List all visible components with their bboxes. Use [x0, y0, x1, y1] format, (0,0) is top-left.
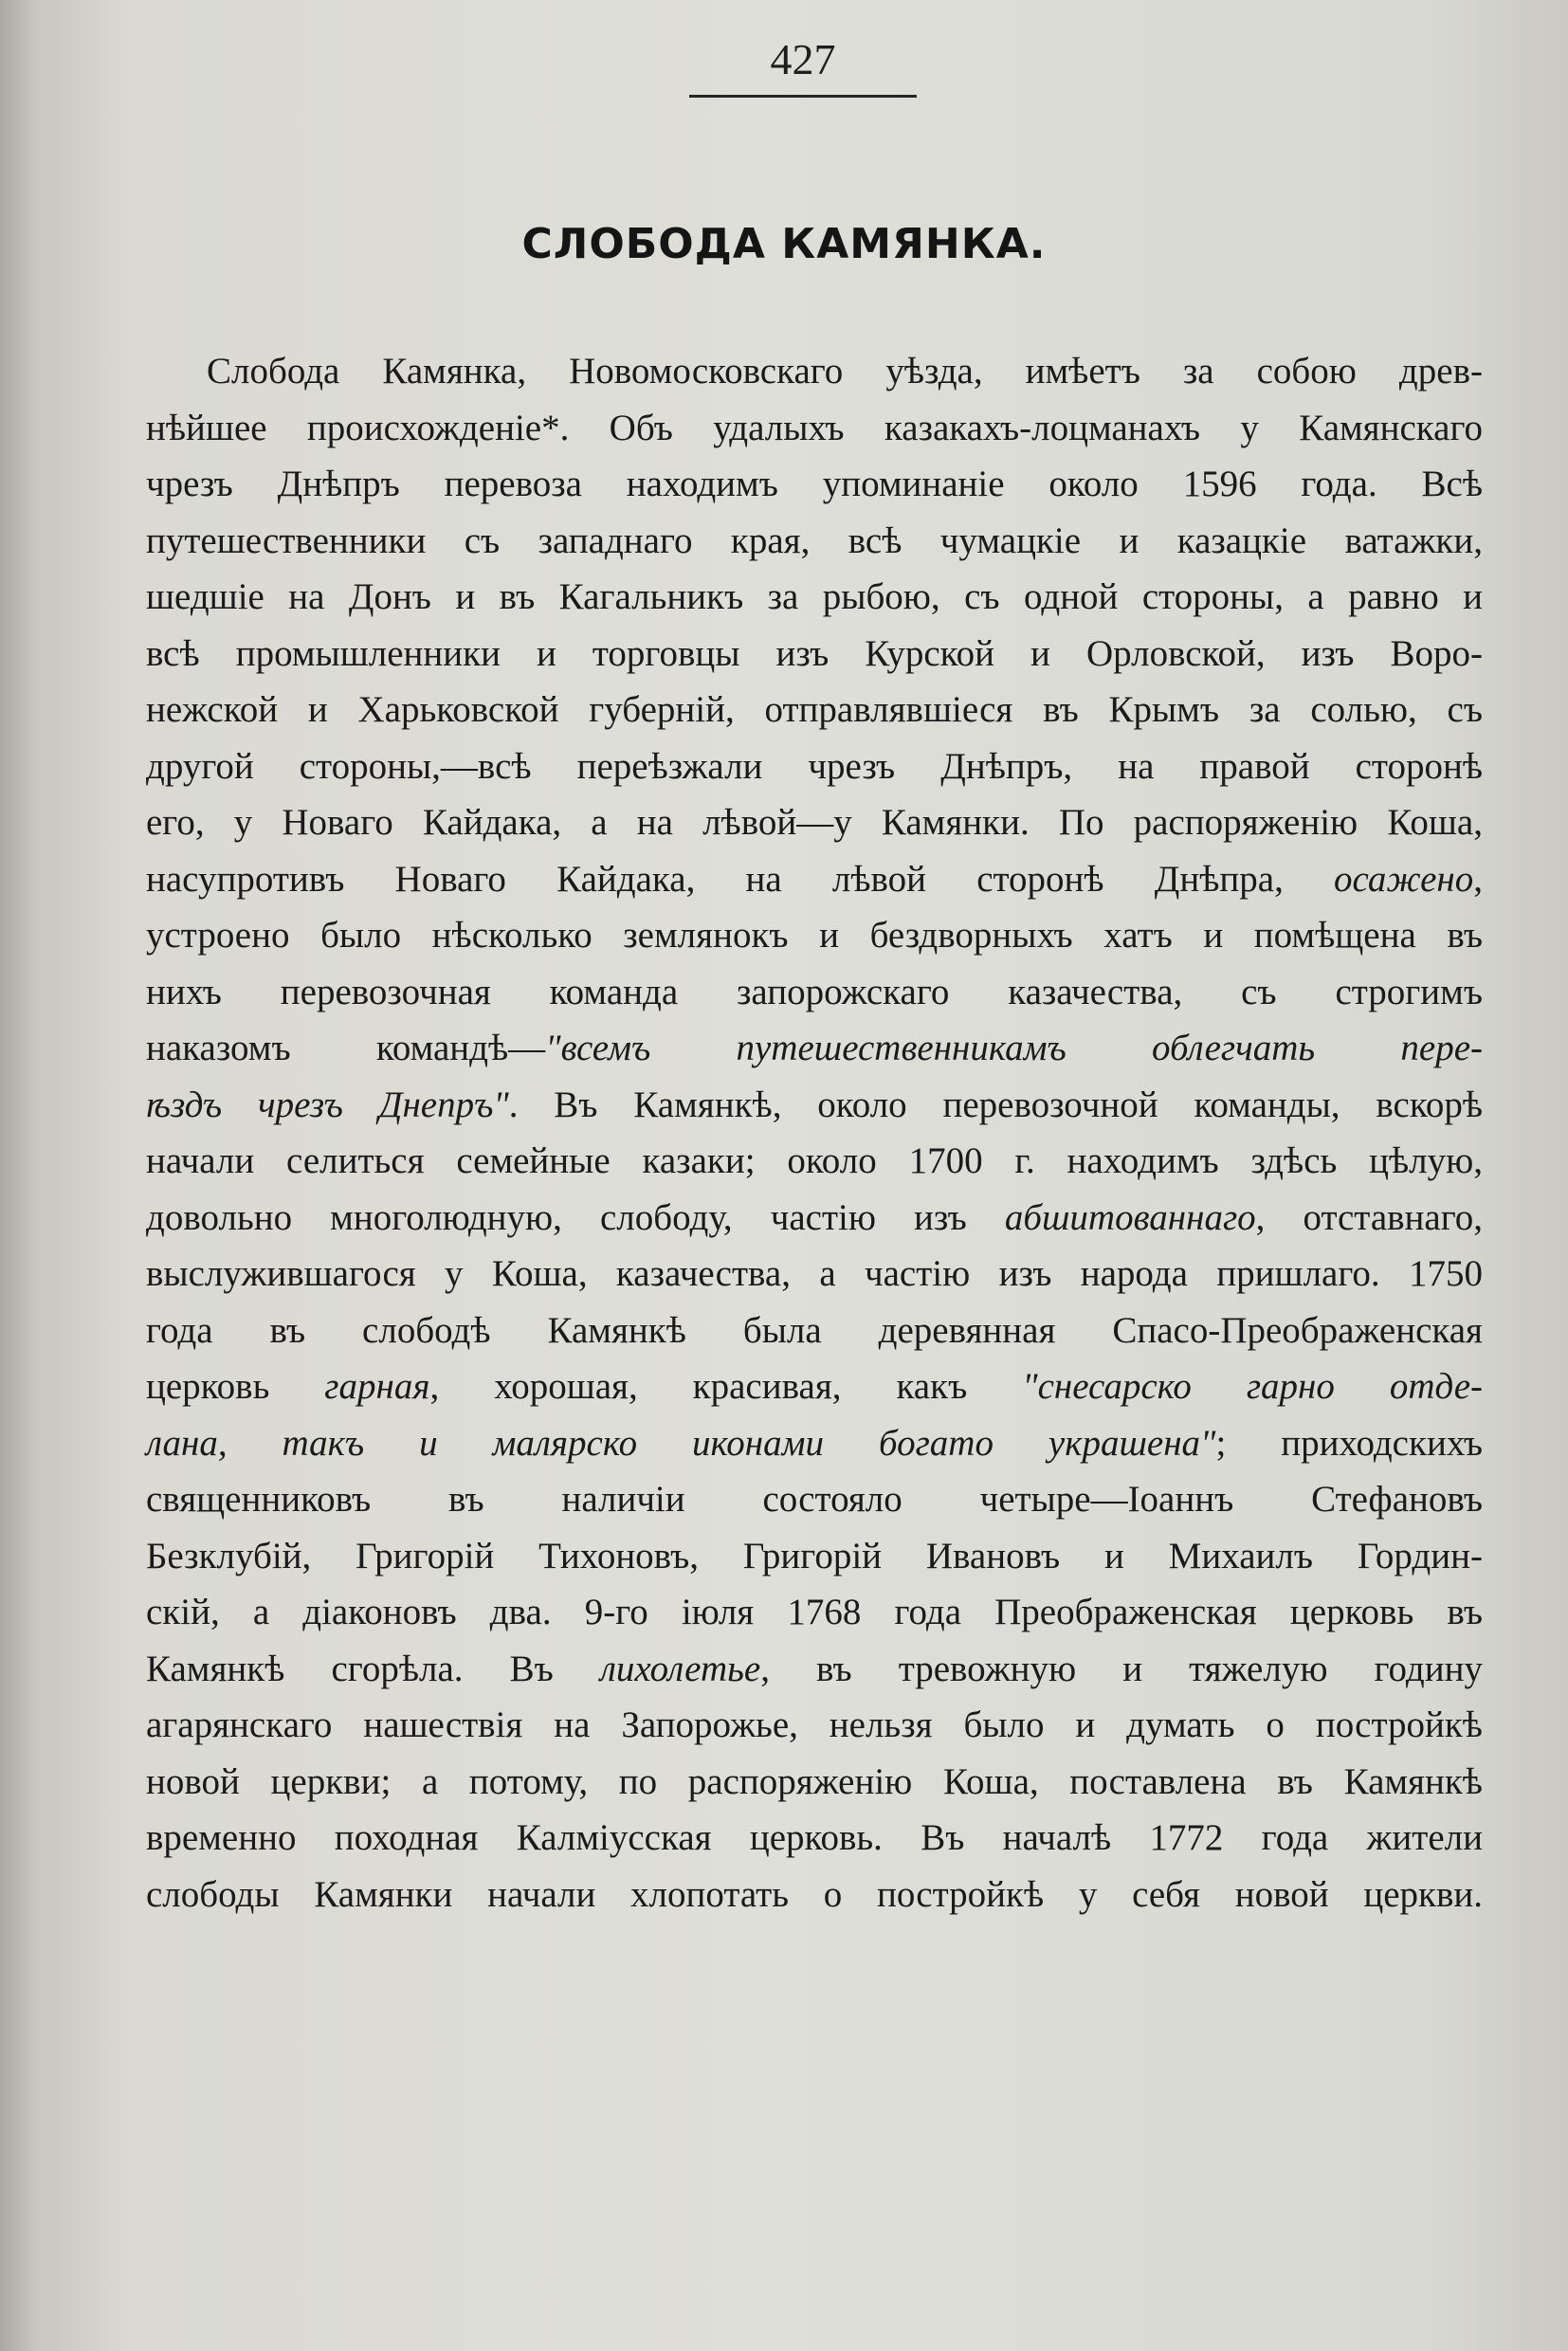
italic-phrase: абшитованнаго [1004, 1196, 1256, 1238]
text-run: нѣйшее происхожденіе*. Объ удалыхъ казакахъ-лоцманахъ у Камянскаго [146, 407, 1483, 448]
italic-phrase: "снесарско гарно отде- [1022, 1366, 1483, 1407]
text-line [146, 1754, 1483, 1811]
text-run: новой церкви; а потому, по распоряженію Коша, поставлена въ Камянкѣ [146, 1760, 1483, 1802]
text-run: чрезъ Днѣпръ перевоза находимъ упоминаніе около 1596 года. Всѣ [146, 464, 1483, 504]
text-line [146, 343, 1483, 400]
text-line [146, 1867, 1483, 1923]
text-run: ; приходскихъ [1215, 1422, 1483, 1464]
text-line [146, 1077, 1483, 1134]
italic-phrase: ѣздъ чрезъ Днепръ" [146, 1084, 509, 1125]
text-run: выслужившагося у Коша, казачества, а частію изъ народа пришлаго. 1750 [146, 1253, 1483, 1294]
text-run: , [1473, 858, 1483, 900]
text-run: , хорошая, красивая, какъ [429, 1366, 1023, 1407]
text-run: агарянскаго нашествія на Запорожье, нельзя было и думать о постройкѣ [146, 1704, 1483, 1745]
italic-phrase: лана, такъ и малярско иконами богато украшена" [146, 1422, 1216, 1464]
text-line [146, 738, 1483, 795]
text-line [146, 1020, 1483, 1077]
text-run: его, у Новаго Кайдака, а на лѣвой—у Камянки. По распоряженію Коша, [146, 802, 1483, 843]
text-line [146, 1471, 1483, 1528]
text-line [146, 1133, 1483, 1190]
text-run: слободы Камянки начали хлопотать о постройкѣ у себя новой церкви. [146, 1873, 1483, 1915]
text-line [146, 1697, 1483, 1754]
text-run: нихъ перевозочная команда запорожскаго казачества, съ строгимъ [146, 971, 1483, 1012]
text-line [146, 1810, 1483, 1867]
text-run: , въ тревожную и тяжелую годину [760, 1648, 1483, 1689]
text-run: довольно многолюдную, слободу, частію изъ [146, 1196, 1005, 1238]
text-line [146, 1528, 1483, 1585]
text-line [146, 682, 1483, 738]
text-line [146, 794, 1483, 851]
text-run: наказомъ командѣ— [146, 1028, 546, 1068]
text-run: , отставнаго, [1255, 1196, 1483, 1238]
text-run: всѣ промышленники и торговцы изъ Курской и Орловской, изъ Воро- [146, 632, 1483, 674]
text-line [146, 1641, 1483, 1698]
text-line [146, 1190, 1483, 1247]
text-run: путешественники съ западнаго края, всѣ чумацкіе и казацкіе ватажки, [146, 519, 1483, 561]
text-line [146, 907, 1483, 964]
text-run: скій, а діаконовъ два. 9-го іюля 1768 года Преображенская церковь въ [146, 1592, 1483, 1632]
page-number-rule [689, 95, 917, 98]
text-run: нежской и Харьковской губерній, отправлявшіеся въ Крымъ за солью, съ [146, 689, 1483, 730]
text-run: шедшіе на Донъ и въ Кагальникъ за рыбою, съ одной стороны, а равно и [146, 576, 1483, 617]
text-line [146, 513, 1483, 570]
text-run: церковь [146, 1366, 325, 1407]
text-run: Камянкѣ сгорѣла. Въ [146, 1648, 600, 1689]
text-run: начали селиться семейные казаки; около 1700 г. находимъ здѣсь цѣлую, [146, 1140, 1483, 1181]
text-run: священниковъ въ наличіи состояло четыре—Іоаннъ Стефановъ [146, 1479, 1483, 1520]
page-number: 427 [770, 35, 836, 83]
text-run: другой стороны,—всѣ переѣзжали чрезъ Днѣпръ, на правой сторонѣ [146, 745, 1483, 787]
text-run: . Въ Камянкѣ, около перевозочной команды, вскорѣ [508, 1084, 1484, 1125]
text-run: устроено было нѣсколько землянокъ и бездворныхъ хатъ и помѣщена въ [146, 915, 1483, 956]
italic-phrase: осажено [1334, 858, 1474, 900]
italic-phrase: "всемъ путешественникамъ облегчать пере- [545, 1028, 1483, 1068]
text-line [146, 1246, 1483, 1303]
text-line [146, 456, 1483, 513]
text-line [146, 851, 1483, 908]
italic-phrase: лихолетье [599, 1648, 761, 1689]
text-line [146, 569, 1483, 626]
body-paragraph [146, 343, 1483, 1923]
text-line [146, 1358, 1483, 1415]
text-run: Слобода Камянка, Новомосковскаго уѣзда, имѣетъ за собою древ- [207, 351, 1483, 392]
text-line [146, 964, 1483, 1021]
text-run: года въ слободѣ Камянкѣ была деревянная Спасо-Преображенская [146, 1309, 1483, 1351]
text-line [146, 1415, 1483, 1472]
chapter-title: СЛОБОДА КАМЯНКА. [521, 220, 1047, 268]
italic-phrase: гарная [324, 1366, 430, 1407]
text-line [146, 1584, 1483, 1641]
text-line [146, 1303, 1483, 1359]
text-run: насупротивъ Новаго Кайдака, на лѣвой сторонѣ Днѣпра, [146, 858, 1335, 900]
text-run: временно походная Калміусская церковь. Въ началѣ 1772 года жители [146, 1817, 1483, 1858]
text-run: Безклубій, Григорій Тихоновъ, Григорій Ивановъ и Михаилъ Гордин- [146, 1535, 1483, 1576]
text-line [146, 626, 1483, 683]
text-line [146, 400, 1483, 457]
